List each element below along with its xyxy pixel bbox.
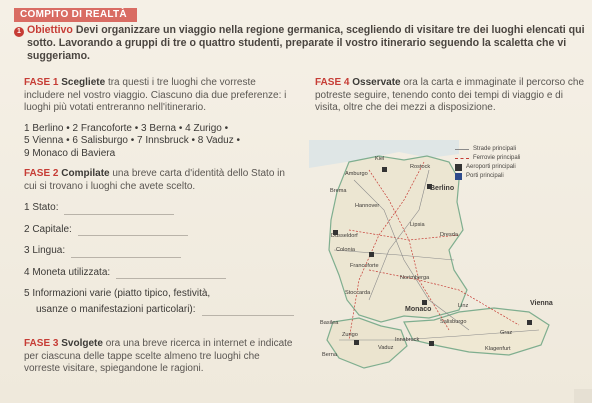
map-central-europe (309, 140, 589, 402)
field-label: 5 Informazioni varie (piatto tipico, festività, (24, 288, 211, 299)
places-line-3: 9 Monaco di Baviera (24, 147, 116, 159)
map-label-linz: Linz (458, 303, 469, 309)
map-label-hannover: Hannover (355, 203, 380, 209)
fase1-block (24, 77, 294, 115)
fase1-text: tra questi i tre luoghi che vorreste includere nel vostro viaggio. Ciascuno dia due preferenze: i luoghi più votati entreranno nell'itinerario. (24, 77, 287, 113)
map-label-frankfurt: Francoforte (350, 263, 379, 269)
map-label-dresden: Dresda (440, 232, 459, 238)
map-label-vaduz: Vaduz (378, 345, 394, 351)
section-banner: COMPITO DI REALTÀ (14, 8, 137, 22)
legend-rail-label: Ferrovie principali (473, 155, 521, 161)
fase1-title (24, 77, 108, 88)
fase2-text: una breve carta d'identità dello Stato in cui si trovano i luoghi che avete scelto. (24, 168, 285, 192)
places-line-2: 5 Vienna • 6 Salisburgo • 7 Innsbruck • 8 Vaduz • (24, 135, 240, 146)
answer-line[interactable] (71, 247, 181, 258)
road-line-icon (455, 149, 469, 150)
map-label-nuernberg: Norimberga (400, 275, 430, 281)
map-label-kiel: Kiel (375, 156, 385, 162)
map-legend (455, 145, 520, 181)
map-label-berlin: Berlino (430, 185, 455, 192)
right-column (315, 77, 590, 123)
fase2-block (24, 168, 294, 316)
fase2-verb: Compilate (61, 168, 110, 179)
objective-paragraph (27, 24, 587, 63)
map-label-zuerich: Zurigo (342, 332, 358, 338)
map-germany (329, 156, 467, 322)
fase3-title (24, 338, 106, 349)
fase1-verb: Scegliete (61, 77, 106, 88)
map-label-bern: Berna (322, 352, 337, 358)
map-label-bremen: Brema (330, 188, 347, 194)
field-label: 4 Moneta utilizzata: (24, 266, 111, 278)
map-label-muenchen: Monaco (405, 306, 432, 313)
field-lingua (24, 245, 294, 258)
answer-line[interactable] (64, 204, 174, 215)
field-label: 3 Lingua: (24, 245, 66, 256)
legend-roads (455, 145, 520, 154)
map-label-duesseldorf: Düsseldorf (331, 233, 358, 239)
fase3-text: ora una breve ricerca in internet e indicate per ciascuna delle tappe scelte almeno tre luoghi che vorreste visitare, spiegandone le ragioni. (24, 338, 293, 374)
places-line-1: 1 Berlino • 2 Francoforte • 3 Berna • 4 Zurigo • (24, 122, 229, 134)
field-stato (24, 202, 294, 215)
field-capitale (24, 224, 294, 237)
legend-roads-label: Strade principali (473, 146, 517, 152)
map-label-klagenfurt: Klagenfurt (485, 346, 511, 352)
fase1-number: FASE 1 (24, 77, 59, 88)
map-label-koeln: Colonia (336, 247, 355, 253)
legend-ports-label: Porti principali (466, 173, 504, 179)
map-label-graz: Graz (500, 330, 513, 336)
field-info (24, 288, 294, 301)
fase3-block (24, 338, 294, 376)
page-edge (574, 389, 592, 403)
field-moneta (24, 267, 294, 280)
objective-text: Devi organizzare un viaggio nella regione germanica, scegliendo di visitare tre dei luoghi elencati qui sotto. Lavorando a gruppi di tre o quattro studenti, preparate il vostro itinerario seguendo la scaletta che vi suggeriamo. (27, 24, 585, 62)
map-label-innsbruck: Innsbruck (395, 337, 420, 343)
legend-airports-label: Aeroporti principali (466, 164, 516, 170)
fase4-text: ora la carta e immaginate il percorso che potreste seguire, tenendo conto dei tempi di viaggio e di visita, oltre che dei mezzi a disposizione. (315, 77, 585, 113)
airport-icon (455, 164, 462, 171)
map-label-leipzig: Lipsia (410, 222, 425, 228)
answer-line[interactable] (78, 225, 188, 236)
legend-rail (455, 154, 520, 163)
fase4-number: FASE 4 (315, 77, 350, 88)
fase2-title (24, 168, 112, 179)
places-list (24, 123, 294, 161)
legend-airports (455, 163, 520, 172)
objective-lead: Obiettivo (27, 24, 73, 36)
objective-badge: 1 (14, 27, 24, 37)
rail-line-icon (455, 158, 469, 159)
answer-line[interactable] (202, 305, 294, 316)
field-label: usanze o manifestazioni particolari): (36, 303, 196, 315)
fase4-title (315, 77, 403, 88)
fase3-number: FASE 3 (24, 338, 59, 349)
map-switzerland (327, 318, 407, 368)
map-label-rostock: Rostock (410, 164, 431, 170)
fase2-number: FASE 2 (24, 168, 59, 179)
port-icon (455, 173, 462, 180)
map-label-salzburg: Salisburgo (440, 319, 467, 325)
map-label-stuttgart: Stoccarda (345, 290, 371, 296)
field-label: 1 Stato: (24, 202, 59, 213)
map-label-hamburg: Amburgo (345, 171, 368, 177)
map-label-basel: Basilea (320, 320, 339, 326)
left-column (24, 77, 294, 384)
fase3-verb: Svolgete (61, 338, 103, 349)
answer-line[interactable] (116, 268, 226, 279)
fase4-block (315, 77, 590, 115)
fase4-verb: Osservate (352, 77, 401, 88)
legend-ports (455, 172, 520, 181)
field-label: 2 Capitale: (24, 223, 72, 235)
field-info-cont (24, 304, 294, 317)
map-label-wien: Vienna (530, 300, 553, 307)
